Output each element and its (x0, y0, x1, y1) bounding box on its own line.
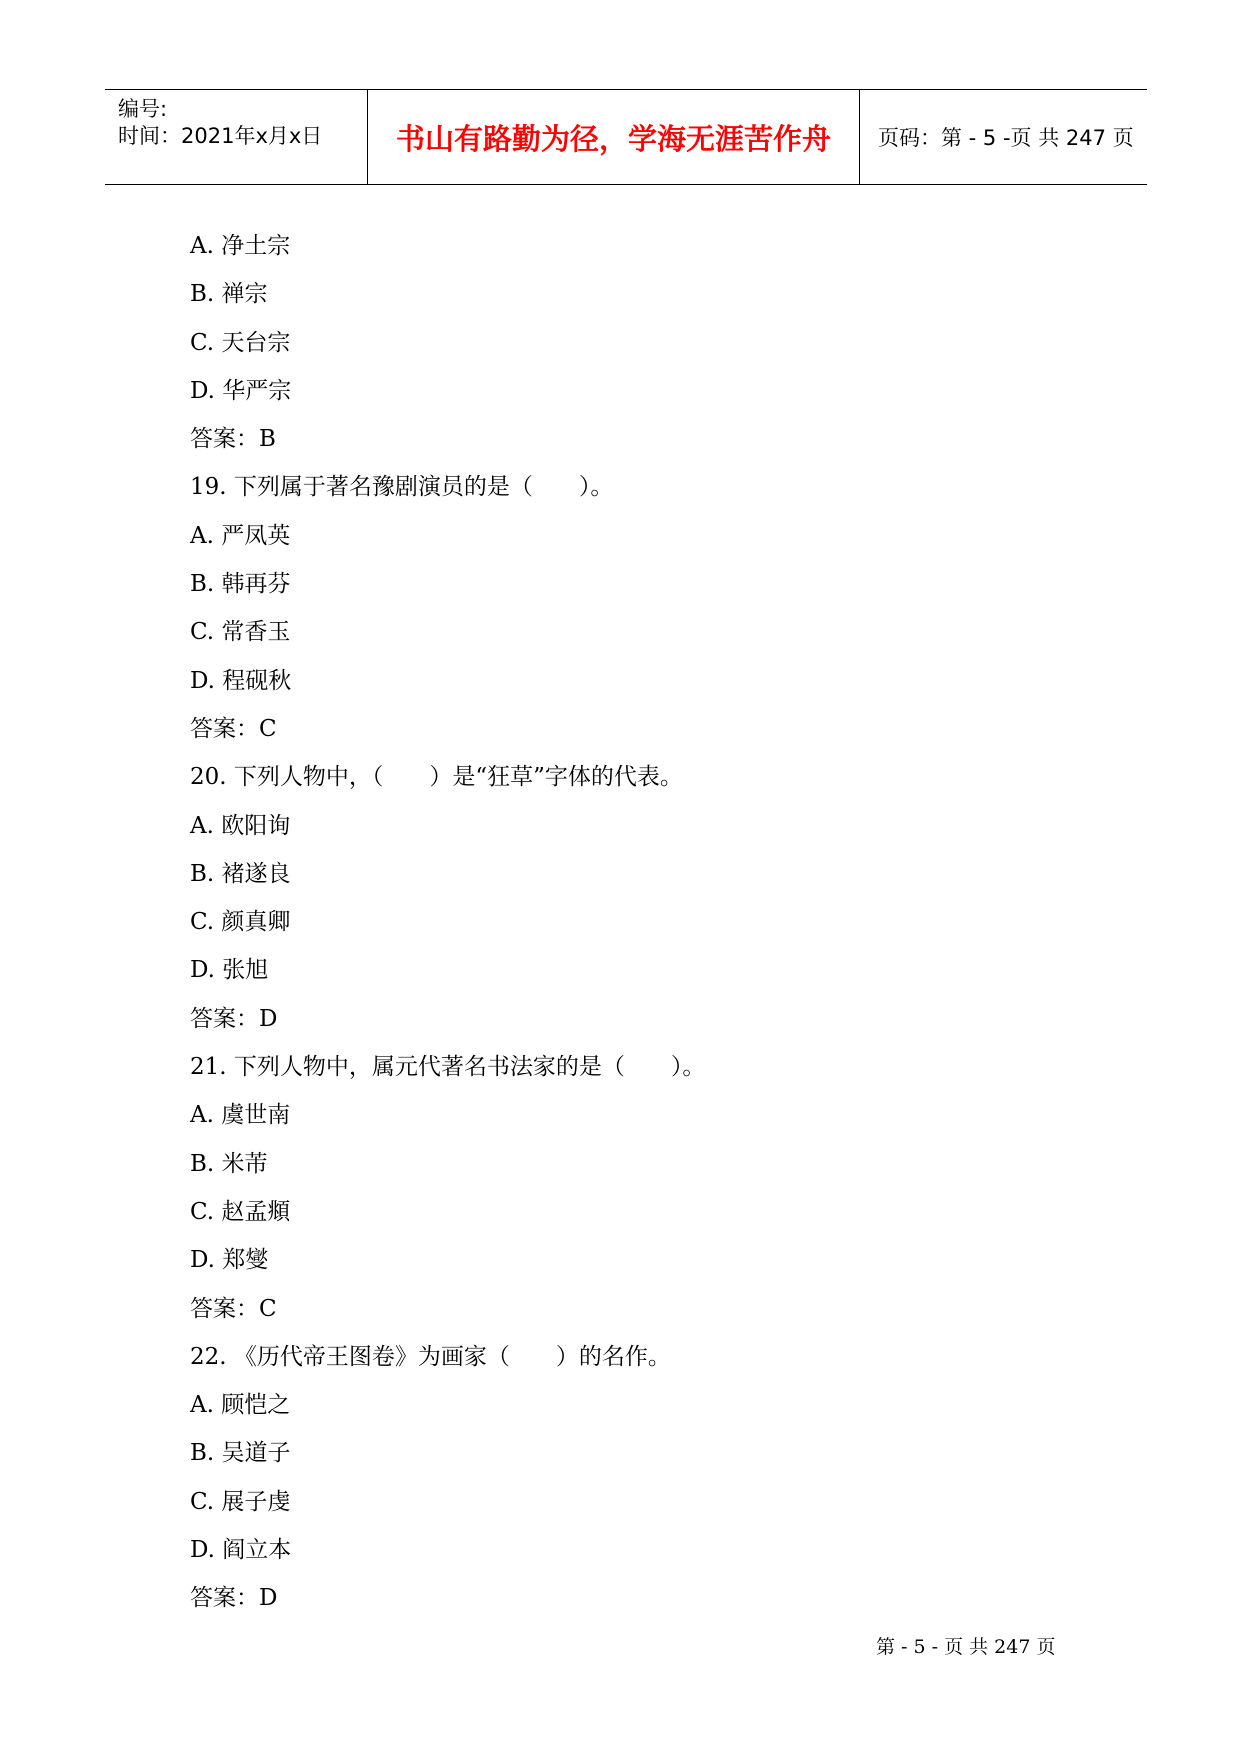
answer-line: 答案：C (190, 1295, 277, 1322)
question-line: 19. 下列属于著名豫剧演员的是（ ）。 (190, 474, 614, 501)
document-time-label: 时间：2021年x月x日 (118, 124, 323, 148)
header-left-cell (105, 90, 368, 184)
content-line: C. 展子虔 (190, 1488, 291, 1515)
content-line: C. 常香玉 (190, 619, 291, 646)
content-line: D. 程砚秋 (190, 667, 292, 694)
content-line: D. 张旭 (190, 957, 269, 984)
content-line: C. 天台宗 (190, 329, 291, 356)
content-line: A. 顾恺之 (190, 1392, 291, 1419)
question-line: 21. 下列人物中，属元代著名书法家的是（ ）。 (190, 1054, 706, 1081)
content-line: B. 禅宗 (190, 281, 268, 308)
page-header (105, 89, 1147, 185)
content-line: A. 严凤英 (190, 522, 291, 549)
content-line: D. 阎立本 (190, 1537, 292, 1564)
content-line: D. 郑燮 (190, 1247, 269, 1274)
answer-line: 答案：C (190, 715, 277, 742)
question-content (190, 222, 1090, 1623)
content-line: A. 净土宗 (190, 233, 291, 259)
content-line: D. 华严宗 (190, 377, 292, 404)
content-line: B. 米芾 (190, 1150, 268, 1177)
header-page-number: 页码：第 - 5 -页 共 247 页 (878, 126, 1134, 150)
answer-line: 答案：D (190, 1585, 278, 1612)
answer-line: 答案：B (190, 426, 276, 453)
content-line: C. 颜真卿 (190, 909, 291, 936)
content-line: A. 欧阳询 (190, 812, 291, 839)
question-line: 20. 下列人物中，（ ）是“狂草”字体的代表。 (190, 764, 683, 791)
content-line: C. 赵孟頫 (190, 1198, 291, 1225)
content-line: B. 褚遂良 (190, 860, 291, 887)
content-line: B. 韩再芬 (190, 571, 291, 598)
header-motto: 书山有路勤为径，学海无涯苦作舟 (368, 90, 860, 184)
page-footer: 第 - 5 - 页 共 247 页 (876, 1636, 1056, 1658)
content-line: B. 吴道子 (190, 1440, 291, 1467)
content-line: A. 虞世南 (190, 1102, 291, 1129)
question-line: 22. 《历代帝王图卷》为画家（ ）的名作。 (190, 1343, 671, 1370)
document-number-label: 编号: (118, 97, 168, 121)
answer-line: 答案：D (190, 1005, 278, 1032)
